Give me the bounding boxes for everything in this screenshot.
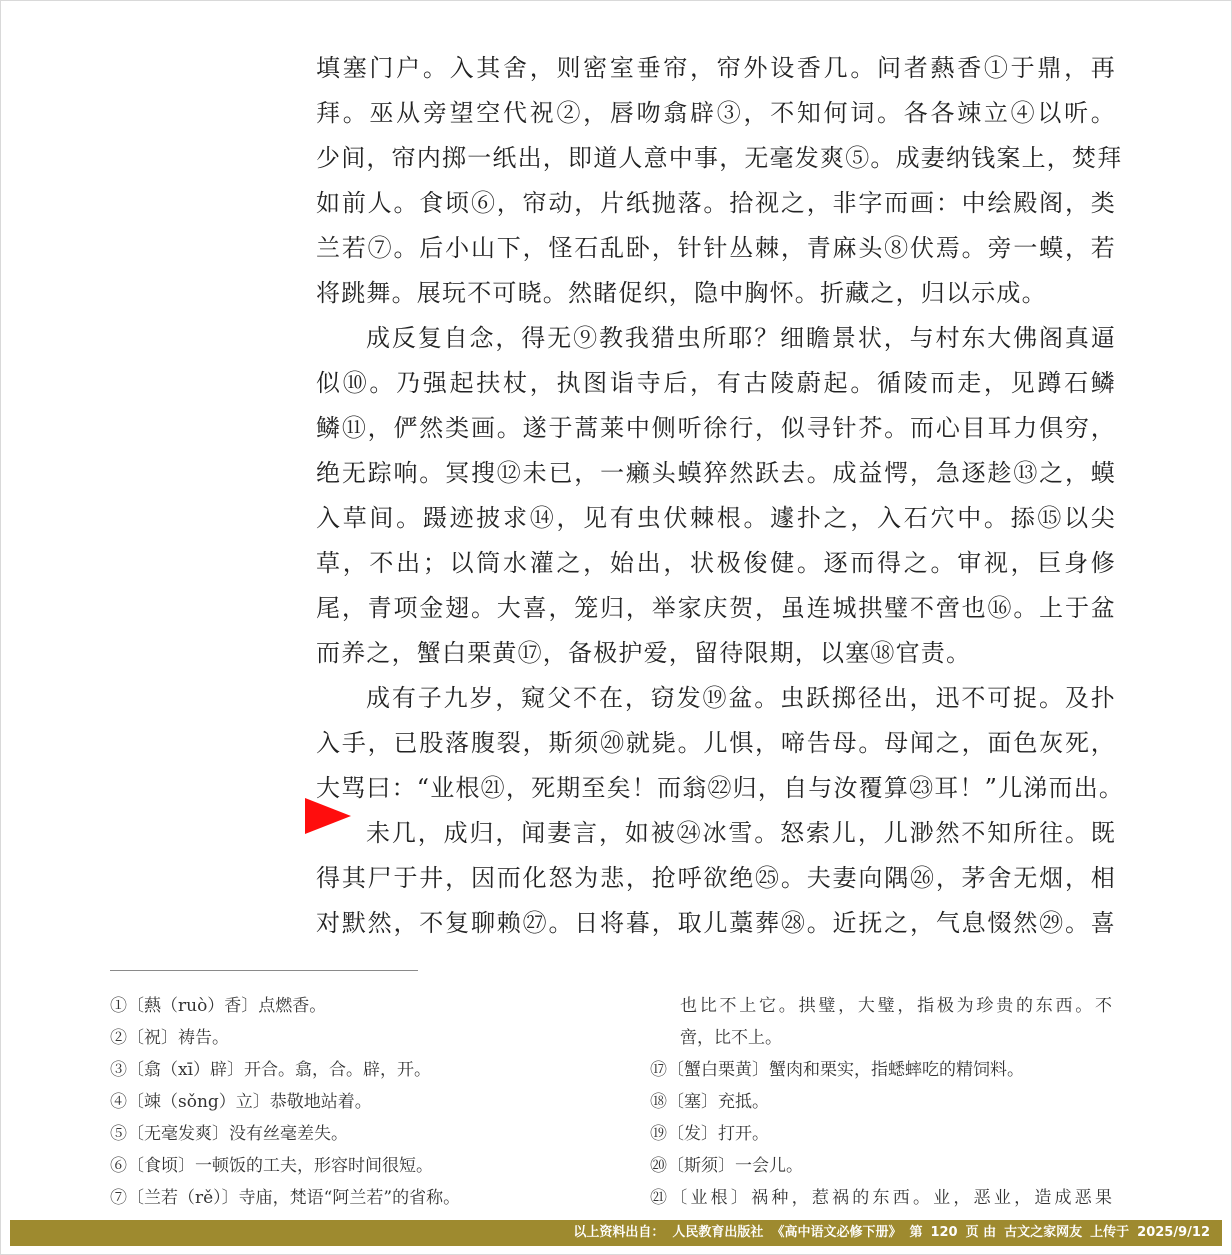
footer-upload-date: 2025/9/12: [1137, 1225, 1210, 1240]
footnotes-left-column: [110, 990, 610, 1214]
footnote-item: 啻，比不上。: [680, 1028, 782, 1048]
text-line: 填塞门户。入其舍，则密室垂帘，帘外设香几。问者爇香①于鼎，再: [316, 54, 1116, 82]
footer-page-label: 第: [909, 1225, 923, 1240]
text-line: 似⑩。乃强起扶杖，执图诣寺后，有古陵蔚起。循陵而走，见蹲石鳞: [316, 369, 1116, 397]
footer-upload-label: 上传于: [1090, 1225, 1130, 1240]
text-line: 大骂曰：“业根㉑，死期至矣！而翁㉒归，自与汝覆算㉓耳！”儿涕而出。: [316, 774, 1125, 802]
footer-book-title: 《高中语文必修下册》: [771, 1225, 902, 1240]
footnote-item: ⑦〔兰若（rě）〕寺庙，梵语“阿兰若”的省称。: [110, 1188, 461, 1208]
text-line: 成有子九岁，窥父不在，窃发⑲盆。虫跃掷径出，迅不可捉。及扑: [366, 684, 1116, 712]
text-line: 草，不出；以筒水灌之，始出，状极俊健。逐而得之。审视，巨身修: [316, 549, 1116, 577]
source-footer-bar: [10, 1220, 1222, 1246]
text-line: 对默然，不复聊赖㉗。日将暮，取儿藁葬㉘。近抚之，气息惙然㉙。喜: [316, 909, 1116, 937]
footer-page-number: 120: [930, 1225, 958, 1240]
text-line: 兰若⑦。后小山下，怪石乱卧，针针丛棘，青麻头⑧伏焉。旁一蟆，若: [316, 234, 1116, 262]
red-arrow-pointer-icon: [305, 798, 351, 834]
footnote-item: ⑳〔斯须〕一会儿。: [650, 1156, 803, 1176]
footnote-item: ②〔祝〕祷告。: [110, 1028, 229, 1048]
text-line: 尾，青项金翅。大喜，笼归，举家庆贺，虽连城拱璧不啻也⑯。上于盆: [316, 594, 1116, 622]
footnote-item: ⑲〔发〕打开。: [650, 1124, 769, 1144]
footer-source-label: 以上资料出自：: [573, 1225, 665, 1240]
footer-publisher: 人民教育出版社: [672, 1225, 764, 1240]
footnote-divider: [110, 970, 418, 971]
footnotes-right-column: [650, 990, 1112, 1214]
text-line: 而养之，蟹白栗黄⑰，备极护爱，留待限期，以塞⑱官责。: [316, 639, 972, 667]
footnote-item: ④〔竦（sǒng）立〕恭敬地站着。: [110, 1092, 372, 1112]
text-line: 如前人。食顷⑥，帘动，片纸抛落。拾视之，非字而画：中绘殿阁，类: [316, 189, 1116, 217]
text-line: 入手，已股落腹裂，斯须⑳就毙。儿惧，啼告母。母闻之，面色灰死，: [316, 729, 1116, 757]
footnote-item: ⑱〔塞〕充抵。: [650, 1092, 769, 1112]
text-line: 入草间。蹑迹披求⑭，见有虫伏棘根。遽扑之，入石穴中。掭⑮以尖: [316, 504, 1116, 532]
text-line: 绝无踪响。冥搜⑫未已，一癞头蟆猝然跃去。成益愕，急逐趁⑬之，蟆: [316, 459, 1116, 487]
text-line: 成反复自念，得无⑨教我猎虫所耶？细瞻景状，与村东大佛阁真逼: [366, 324, 1116, 352]
footnote-item: ③〔翕（xī）辟〕开合。翕，合。辟，开。: [110, 1060, 432, 1080]
footnote-item: ⑰〔蟹白栗黄〕蟹肉和栗实，指蟋蟀吃的精饲料。: [650, 1060, 1024, 1080]
text-line: 得其尸于井，因而化怒为悲，抢呼欲绝㉕。夫妻向隅㉖，茅舍无烟，相: [316, 864, 1116, 892]
footnote-item: ①〔爇（ruò）香〕点燃香。: [110, 996, 327, 1016]
footnote-item: 也比不上它。拱璧，大璧，指极为珍贵的东西。不: [680, 996, 1112, 1016]
footer-uploader: 古文之家网友: [1004, 1225, 1083, 1240]
main-text-body: [316, 46, 1125, 946]
footnote-item: ⑥〔食顷〕一顿饭的工夫，形容时间很短。: [110, 1156, 433, 1176]
footnote-item: ⑤〔无毫发爽〕没有丝毫差失。: [110, 1124, 348, 1144]
text-line: 未几，成归，闻妻言，如被㉔冰雪。怒索儿，儿渺然不知所往。既: [366, 819, 1116, 847]
footer-page-suffix: 页 由: [965, 1225, 997, 1240]
text-line: 将跳舞。展玩不可晓。然睹促织，隐中胸怀。折藏之，归以示成。: [316, 279, 1047, 307]
text-line: 少间，帘内掷一纸出，即道人意中事，无毫发爽⑤。成妻纳钱案上，焚拜: [316, 144, 1123, 172]
text-line: 拜。巫从旁望空代祝②，唇吻翕辟③，不知何词。各各竦立④以听。: [316, 99, 1116, 127]
text-line: 鳞⑪，俨然类画。遂于蒿莱中侧听徐行，似寻针芥。而心目耳力俱穷，: [316, 414, 1116, 442]
footnote-item: ㉑〔业根〕祸种，惹祸的东西。业，恶业，造成恶果: [650, 1188, 1112, 1208]
